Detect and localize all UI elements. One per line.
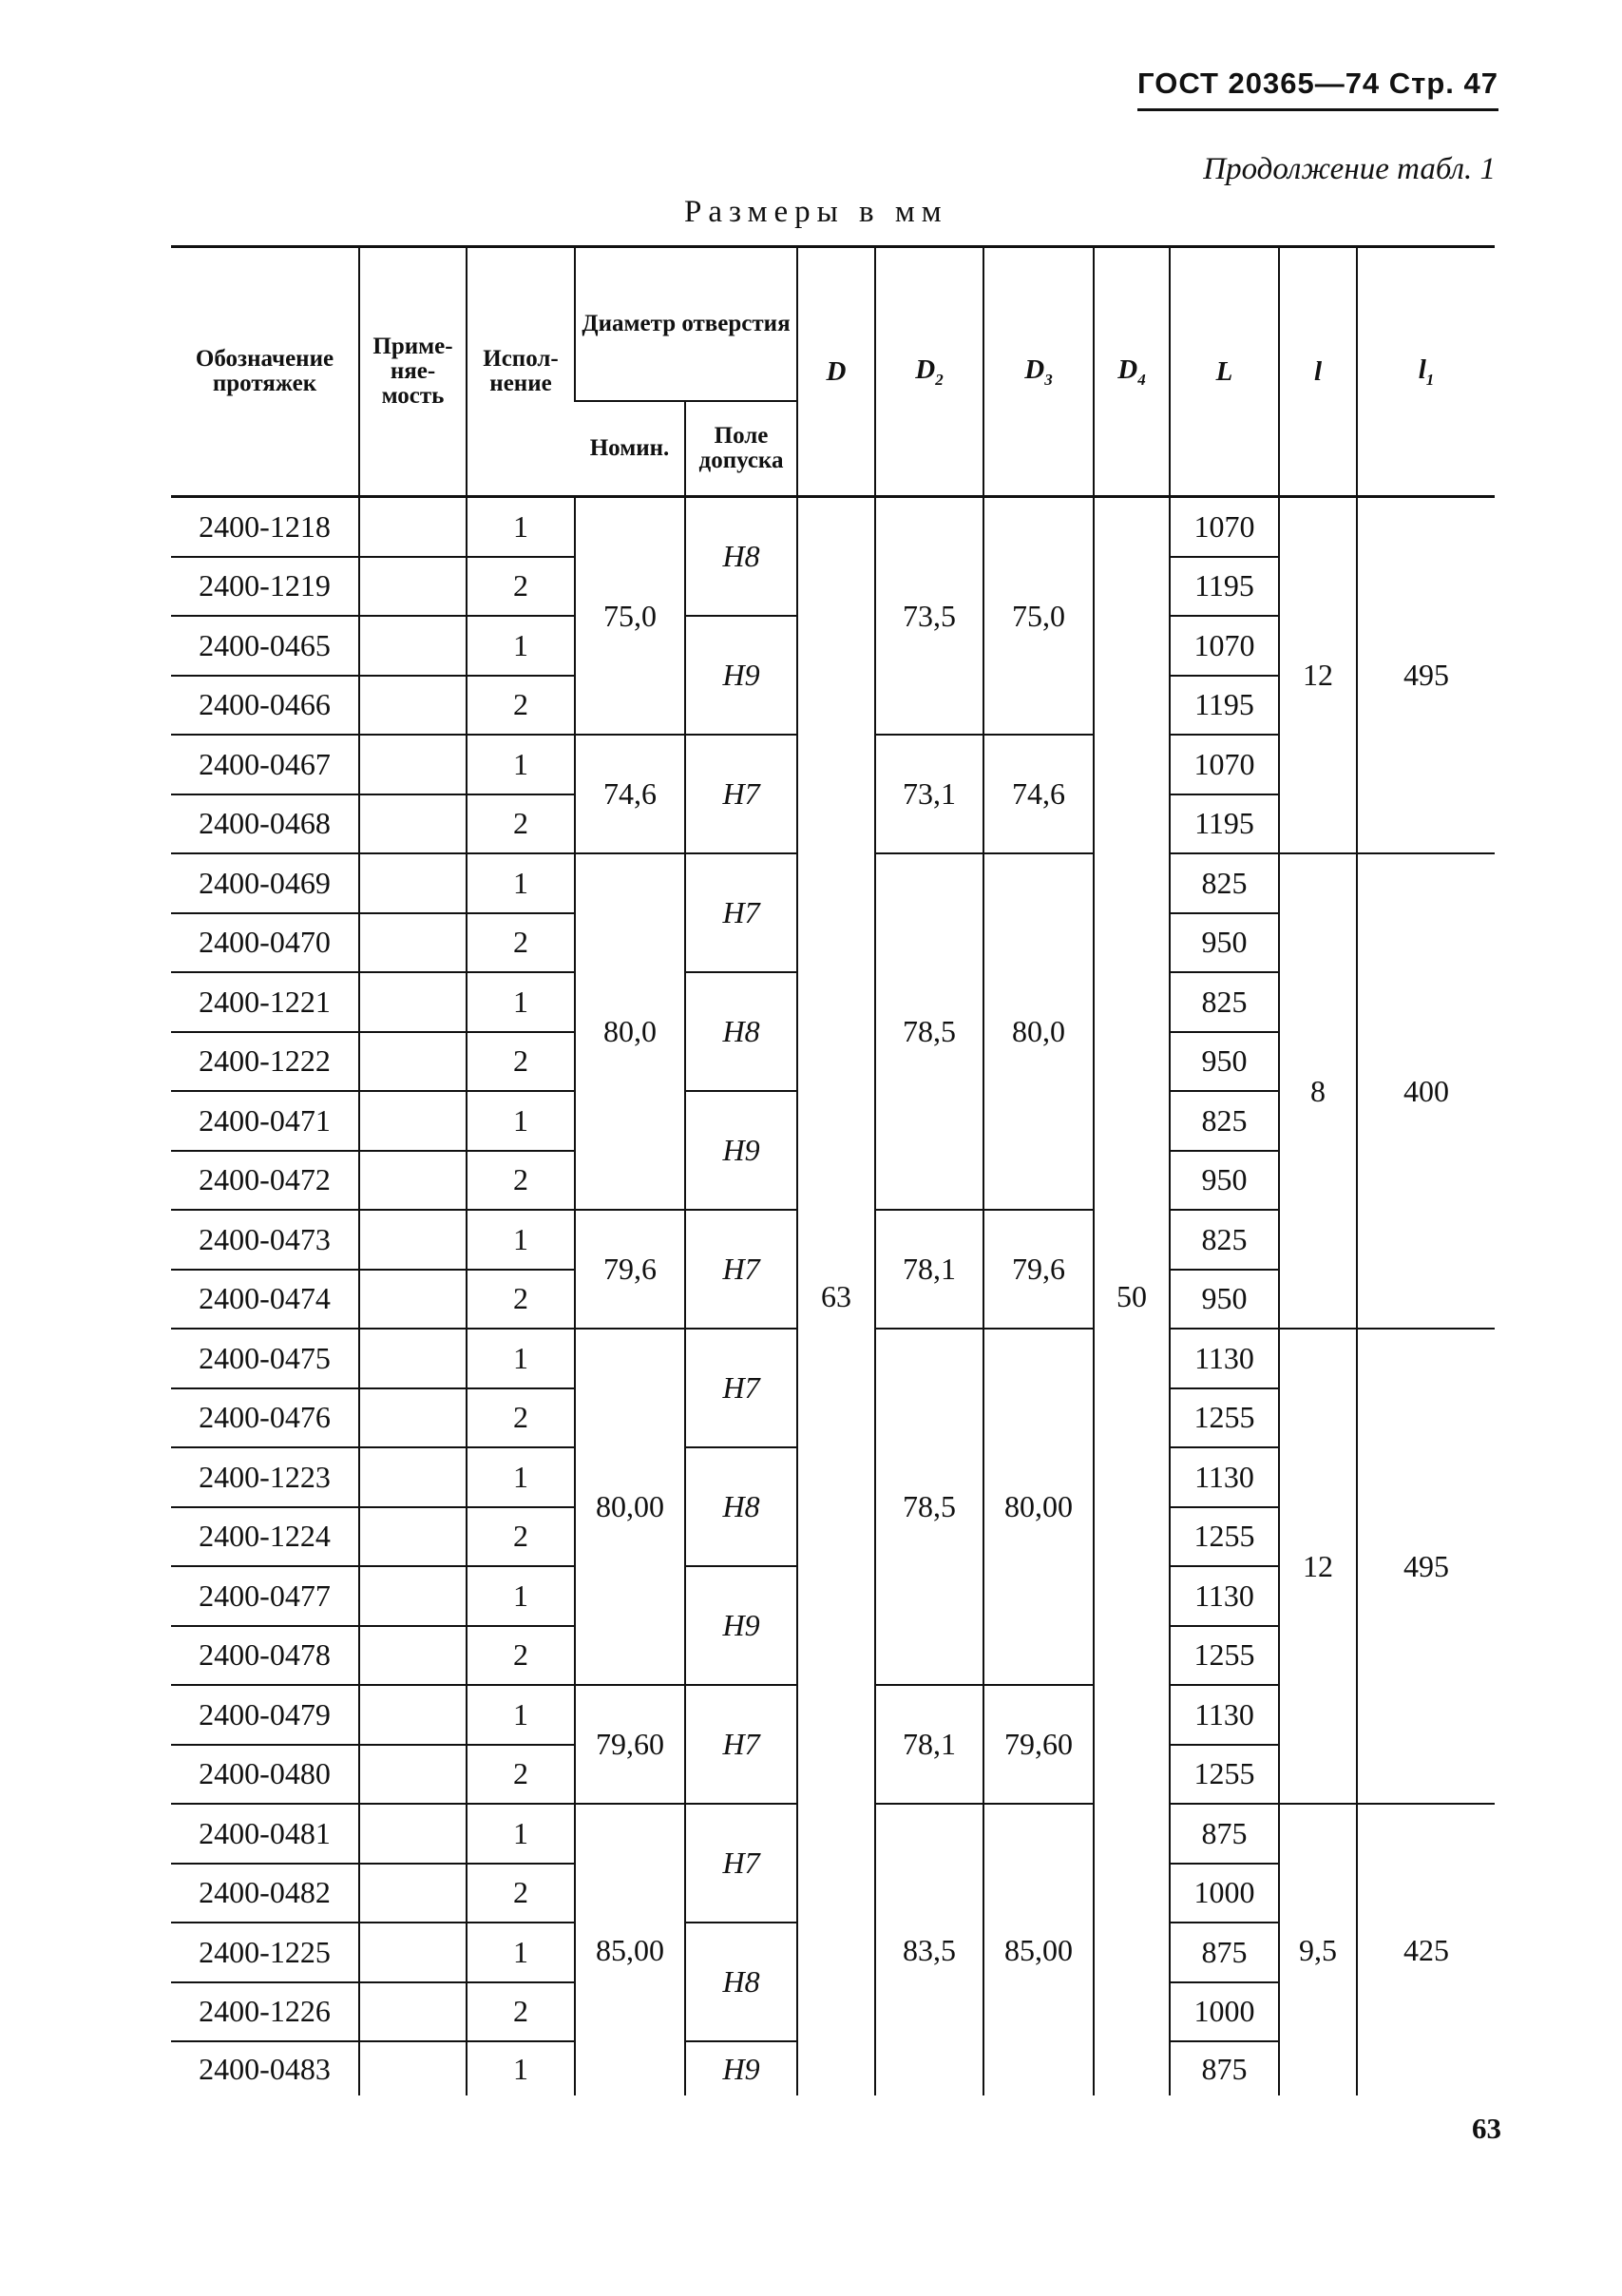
- table-row: [171, 497, 1495, 557]
- D2-cell: 83,5: [875, 1804, 983, 2095]
- D2-cell: 78,5: [875, 1329, 983, 1685]
- L-cell: 1000: [1170, 1982, 1279, 2042]
- designation-cell: 2400-1224: [171, 1507, 359, 1567]
- version-cell: 2: [467, 1388, 575, 1448]
- designation-cell: 2400-0477: [171, 1566, 359, 1626]
- version-cell: 1: [467, 1685, 575, 1745]
- designation-cell: 2400-0472: [171, 1151, 359, 1211]
- L-cell: 950: [1170, 913, 1279, 973]
- applicability-cell: [359, 735, 467, 794]
- nominal-cell: 85,00: [575, 1804, 685, 2095]
- applicability-cell: [359, 1388, 467, 1448]
- D3-cell: 80,00: [983, 1329, 1094, 1685]
- L-cell: 1070: [1170, 497, 1279, 557]
- version-cell: 2: [467, 1626, 575, 1686]
- D2-cell: 78,5: [875, 853, 983, 1210]
- L-cell: 1070: [1170, 616, 1279, 676]
- L-cell: 1255: [1170, 1626, 1279, 1686]
- designation-cell: 2400-1226: [171, 1982, 359, 2042]
- applicability-cell: [359, 913, 467, 973]
- version-cell: 1: [467, 972, 575, 1032]
- designation-cell: 2400-0480: [171, 1745, 359, 1805]
- nominal-cell: 79,60: [575, 1685, 685, 1804]
- col-l: l: [1279, 247, 1357, 497]
- D3-cell: 85,00: [983, 1804, 1094, 2095]
- applicability-cell: [359, 557, 467, 617]
- applicability-cell: [359, 853, 467, 913]
- L-cell: 950: [1170, 1032, 1279, 1092]
- designation-cell: 2400-0470: [171, 913, 359, 973]
- l-cell: 9,5: [1279, 1804, 1357, 2095]
- designation-cell: 2400-1223: [171, 1447, 359, 1507]
- version-cell: 1: [467, 1210, 575, 1270]
- col-applicability: Приме-няе-мость: [359, 247, 467, 497]
- designation-cell: 2400-0468: [171, 794, 359, 854]
- applicability-cell: [359, 1210, 467, 1270]
- nominal-cell: 75,0: [575, 497, 685, 736]
- L-cell: 1070: [1170, 735, 1279, 794]
- designation-cell: 2400-1225: [171, 1923, 359, 1982]
- version-cell: 2: [467, 1745, 575, 1805]
- continuation-label: Продолжение табл. 1: [1203, 152, 1496, 186]
- version-cell: 1: [467, 616, 575, 676]
- tolerance-cell: H8: [685, 1447, 797, 1566]
- L-cell: 875: [1170, 1923, 1279, 1982]
- designation-cell: 2400-0475: [171, 1329, 359, 1388]
- col-D4: $D_4$: [1094, 247, 1170, 497]
- version-cell: 2: [467, 1982, 575, 2042]
- L-cell: 950: [1170, 1270, 1279, 1330]
- tolerance-cell: H9: [685, 2041, 797, 2095]
- applicability-cell: [359, 1864, 467, 1923]
- L-cell: 1130: [1170, 1685, 1279, 1745]
- tolerance-cell: H7: [685, 1329, 797, 1447]
- D3-cell: 80,0: [983, 853, 1094, 1210]
- D2-cell: 78,1: [875, 1210, 983, 1329]
- L-cell: 1255: [1170, 1388, 1279, 1448]
- L-cell: 1195: [1170, 676, 1279, 736]
- applicability-cell: [359, 1685, 467, 1745]
- page-number: 63: [1472, 2112, 1501, 2145]
- tolerance-cell: H7: [685, 1210, 797, 1329]
- applicability-cell: [359, 1982, 467, 2042]
- applicability-cell: [359, 1566, 467, 1626]
- applicability-cell: [359, 1626, 467, 1686]
- designation-cell: 2400-0476: [171, 1388, 359, 1448]
- applicability-cell: [359, 1270, 467, 1330]
- L-cell: 1130: [1170, 1329, 1279, 1388]
- tolerance-cell: H9: [685, 1091, 797, 1210]
- col-hole-diameter: Диаметр отверстия: [575, 247, 797, 402]
- version-cell: 1: [467, 1923, 575, 1982]
- D3-cell: 79,6: [983, 1210, 1094, 1329]
- applicability-cell: [359, 1804, 467, 1864]
- dimensions-table: [171, 245, 1495, 2095]
- L-cell: 875: [1170, 2041, 1279, 2095]
- L-cell: 1130: [1170, 1447, 1279, 1507]
- l1-cell: 495: [1357, 1329, 1495, 1804]
- col-nominal: Номин.: [575, 401, 685, 497]
- version-cell: 2: [467, 1507, 575, 1567]
- designation-cell: 2400-0469: [171, 853, 359, 913]
- D-cell: 63: [797, 497, 875, 2096]
- tolerance-cell: H9: [685, 1566, 797, 1685]
- version-cell: 1: [467, 735, 575, 794]
- tolerance-cell: H7: [685, 1804, 797, 1923]
- L-cell: 875: [1170, 1804, 1279, 1864]
- D2-cell: 73,1: [875, 735, 983, 853]
- col-version: Испол-нение: [467, 247, 575, 497]
- designation-cell: 2400-1218: [171, 497, 359, 557]
- nominal-cell: 79,6: [575, 1210, 685, 1329]
- L-cell: 825: [1170, 972, 1279, 1032]
- designation-cell: 2400-0474: [171, 1270, 359, 1330]
- designation-cell: 2400-0479: [171, 1685, 359, 1745]
- version-cell: 1: [467, 1566, 575, 1626]
- applicability-cell: [359, 616, 467, 676]
- L-cell: 1195: [1170, 794, 1279, 854]
- applicability-cell: [359, 1091, 467, 1151]
- units-label: Размеры в мм: [684, 195, 948, 229]
- version-cell: 1: [467, 1804, 575, 1864]
- nominal-cell: 80,00: [575, 1329, 685, 1685]
- designation-cell: 2400-1222: [171, 1032, 359, 1092]
- applicability-cell: [359, 497, 467, 557]
- applicability-cell: [359, 794, 467, 854]
- designation-cell: 2400-1219: [171, 557, 359, 617]
- version-cell: 2: [467, 913, 575, 973]
- applicability-cell: [359, 676, 467, 736]
- designation-cell: 2400-0478: [171, 1626, 359, 1686]
- L-cell: 825: [1170, 1210, 1279, 1270]
- version-cell: 1: [467, 2041, 575, 2095]
- applicability-cell: [359, 1329, 467, 1388]
- version-cell: 2: [467, 1864, 575, 1923]
- applicability-cell: [359, 2041, 467, 2095]
- D4-cell: 50: [1094, 497, 1170, 2096]
- applicability-cell: [359, 1151, 467, 1211]
- nominal-cell: 80,0: [575, 853, 685, 1210]
- col-l1: $l_1$: [1357, 247, 1495, 497]
- l-cell: 8: [1279, 853, 1357, 1329]
- L-cell: 1130: [1170, 1566, 1279, 1626]
- version-cell: 2: [467, 1270, 575, 1330]
- version-cell: 2: [467, 1151, 575, 1211]
- L-cell: 1000: [1170, 1864, 1279, 1923]
- designation-cell: 2400-0481: [171, 1804, 359, 1864]
- D3-cell: 75,0: [983, 497, 1094, 736]
- designation-cell: 2400-0482: [171, 1864, 359, 1923]
- l-cell: 12: [1279, 1329, 1357, 1804]
- tolerance-cell: H7: [685, 1685, 797, 1804]
- col-D2: $D_2$: [875, 247, 983, 497]
- designation-cell: 2400-1221: [171, 972, 359, 1032]
- version-cell: 1: [467, 1447, 575, 1507]
- version-cell: 2: [467, 676, 575, 736]
- tolerance-cell: H7: [685, 735, 797, 853]
- applicability-cell: [359, 1447, 467, 1507]
- D3-cell: 74,6: [983, 735, 1094, 853]
- designation-cell: 2400-0473: [171, 1210, 359, 1270]
- standard-header: ГОСТ 20365—74 Стр. 47: [1137, 67, 1498, 111]
- col-tolerance: Поле допуска: [685, 401, 797, 497]
- D2-cell: 73,5: [875, 497, 983, 736]
- version-cell: 1: [467, 497, 575, 557]
- L-cell: 825: [1170, 1091, 1279, 1151]
- designation-cell: 2400-0465: [171, 616, 359, 676]
- version-cell: 2: [467, 1032, 575, 1092]
- designation-cell: 2400-0471: [171, 1091, 359, 1151]
- applicability-cell: [359, 1745, 467, 1805]
- nominal-cell: 74,6: [575, 735, 685, 853]
- D2-cell: 78,1: [875, 1685, 983, 1804]
- col-D: D: [797, 247, 875, 497]
- tolerance-cell: H9: [685, 616, 797, 735]
- tolerance-cell: H7: [685, 853, 797, 972]
- applicability-cell: [359, 1032, 467, 1092]
- col-D3: $D_3$: [983, 247, 1094, 497]
- L-cell: 1195: [1170, 557, 1279, 617]
- applicability-cell: [359, 972, 467, 1032]
- col-designation: Обозначение протяжек: [171, 247, 359, 497]
- version-cell: 2: [467, 557, 575, 617]
- version-cell: 1: [467, 1091, 575, 1151]
- tolerance-cell: H8: [685, 972, 797, 1091]
- L-cell: 1255: [1170, 1745, 1279, 1805]
- applicability-cell: [359, 1923, 467, 1982]
- l1-cell: 425: [1357, 1804, 1495, 2095]
- applicability-cell: [359, 1507, 467, 1567]
- D3-cell: 79,60: [983, 1685, 1094, 1804]
- L-cell: 825: [1170, 853, 1279, 913]
- designation-cell: 2400-0483: [171, 2041, 359, 2095]
- version-cell: 2: [467, 794, 575, 854]
- tolerance-cell: H8: [685, 1923, 797, 2041]
- tolerance-cell: H8: [685, 497, 797, 617]
- l1-cell: 400: [1357, 853, 1495, 1329]
- L-cell: 950: [1170, 1151, 1279, 1211]
- version-cell: 1: [467, 1329, 575, 1388]
- l1-cell: 495: [1357, 497, 1495, 854]
- l-cell: 12: [1279, 497, 1357, 854]
- col-L: L: [1170, 247, 1279, 497]
- version-cell: 1: [467, 853, 575, 913]
- L-cell: 1255: [1170, 1507, 1279, 1567]
- designation-cell: 2400-0467: [171, 735, 359, 794]
- designation-cell: 2400-0466: [171, 676, 359, 736]
